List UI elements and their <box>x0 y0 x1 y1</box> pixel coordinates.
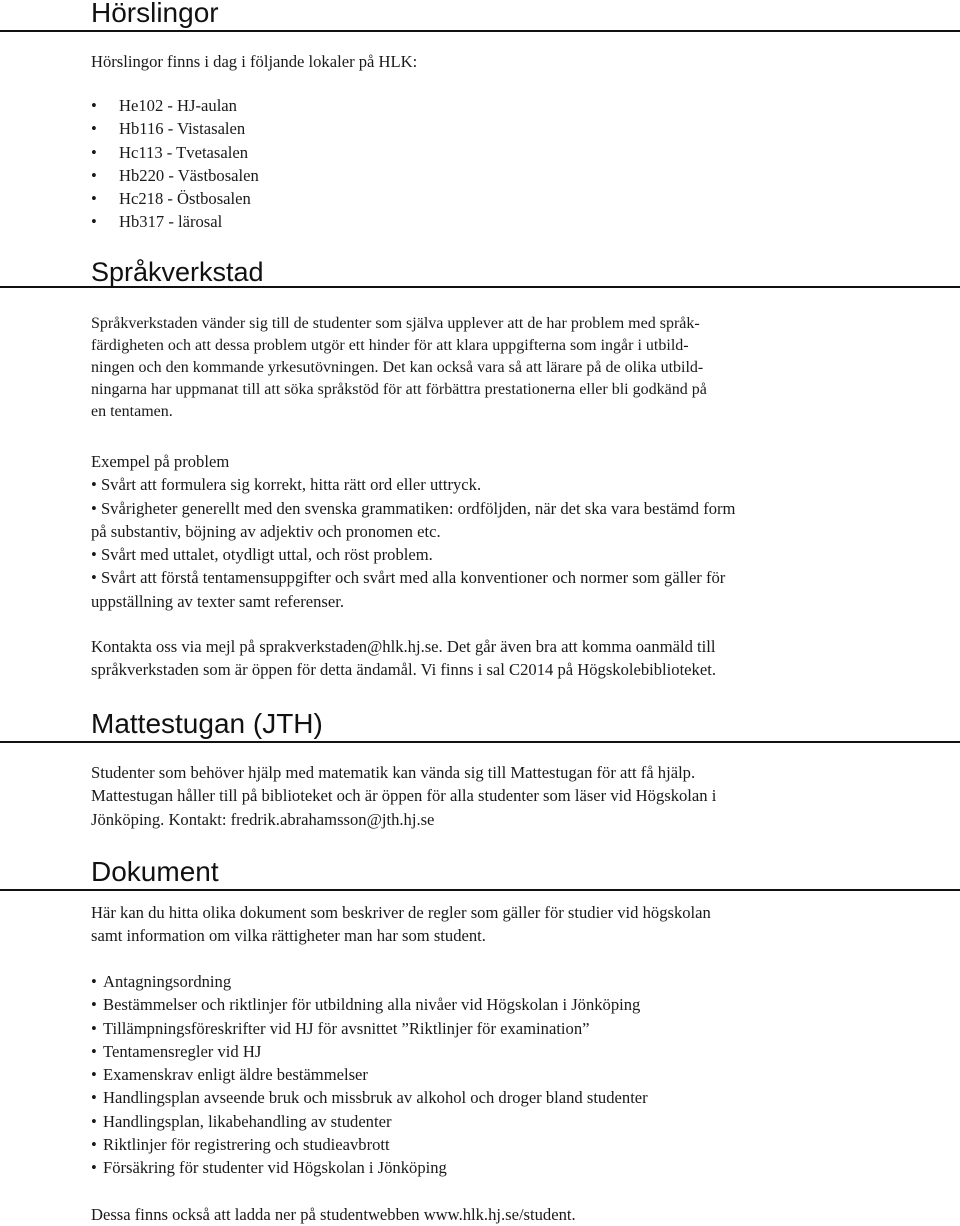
body-line: ningen och den kommande yrkesutövningen. Det kan också vara så att lärare på de olika utbild- <box>91 359 704 376</box>
document-link[interactable]: • Antagningsordning <box>91 970 820 993</box>
sprakverkstad-contact <box>91 635 820 682</box>
document-link[interactable]: • Handlingsplan avseende bruk och missbruk av alkohol och droger bland studenter <box>91 1086 820 1109</box>
intro-line: samt information om vilka rättigheter man har som student. <box>91 926 486 946</box>
list-item: • He102 - HJ-aulan <box>91 94 820 117</box>
horslingor-heading: Hörslingor <box>0 0 960 32</box>
document-link[interactable]: • Tillämpningsföreskrifter vid HJ för avsnittet ”Riktlinjer för examination” <box>91 1017 820 1040</box>
list-item: • Hb116 - Vistasalen <box>91 117 820 140</box>
dokument-list <box>91 970 820 1180</box>
horslingor-list <box>91 94 820 234</box>
dokument-heading: Dokument <box>0 857 960 891</box>
sprakverkstad-heading: Språkverkstad <box>0 258 960 288</box>
mattestugan-body <box>91 761 820 831</box>
dokument-heading-wrap <box>0 857 960 891</box>
document-link[interactable]: • Riktlinjer för registrering och studieavbrott <box>91 1133 820 1156</box>
body-line: ningarna har uppmanat till att söka språkstöd för att förbättra prestationerna eller bli godkänd på <box>91 381 707 398</box>
example-line: • Svårt med uttalet, otydligt uttal, och röst problem. <box>91 545 433 565</box>
document-link[interactable]: • Examenskrav enligt äldre bestämmelser <box>91 1063 820 1086</box>
contact-line: språkverkstaden som är öppen för detta ändamål. Vi finns i sal C2014 på Högskolebiblioteket. <box>91 660 716 680</box>
body-line: Språkverkstaden vänder sig till de studenter som själva upplever att de har problem med språk- <box>91 315 700 332</box>
examples-heading: Exempel på problem <box>91 452 230 471</box>
body-line: Jönköping. Kontakt: fredrik.abrahamsson@jth.hj.se <box>91 809 435 829</box>
dokument-footer: Dessa finns också att ladda ner på studentwebben www.hlk.hj.se/student. <box>91 1205 576 1224</box>
sprakverkstad-examples <box>91 450 820 613</box>
example-line: uppställning av texter samt referenser. <box>91 591 344 611</box>
intro-line: Här kan du hitta olika dokument som beskriver de regler som gäller för studier vid högskolan <box>91 903 711 922</box>
list-item: • Hb317 - lärosal <box>91 210 820 233</box>
body-line: en tentamen. <box>91 403 173 420</box>
list-item: • Hb220 - Västbosalen <box>91 164 820 187</box>
sprakverkstad-body <box>91 313 820 423</box>
sprakverkstad-heading-wrap <box>0 258 960 288</box>
horslingor-intro: Hörslingor finns i dag i följande lokaler på HLK: <box>91 52 418 71</box>
list-item: • Hc218 - Östbosalen <box>91 187 820 210</box>
list-item: • Hc113 - Tvetasalen <box>91 141 820 164</box>
body-line: färdigheten och att dessa problem utgör ett hinder för att klara uppgifterna som ingår i utbild- <box>91 337 689 354</box>
example-line: • Svårt att formulera sig korrekt, hitta rätt ord eller uttryck. <box>91 475 482 495</box>
document-link[interactable]: • Handlingsplan, likabehandling av studenter <box>91 1110 820 1133</box>
dokument-intro <box>91 901 820 948</box>
document-link[interactable]: • Försäkring för studenter vid Högskolan i Jönköping <box>91 1156 820 1179</box>
mattestugan-heading: Mattestugan (JTH) <box>0 709 960 743</box>
example-line: • Svårigheter generellt med den svenska grammatiken: ordföljden, när det ska vara bestämd form <box>91 498 736 518</box>
document-link[interactable]: • Bestämmelser och riktlinjer för utbildning alla nivåer vid Högskolan i Jönköping <box>91 993 820 1016</box>
body-line: Mattestugan håller till på biblioteket och är öppen för alla studenter som läser vid Högskolan i <box>91 786 717 806</box>
mattestugan-heading-wrap <box>0 709 960 743</box>
contact-line: Kontakta oss via mejl på sprakverkstaden@hlk.hj.se. Det går även bra att komma oanmäld till <box>91 637 716 656</box>
body-line: Studenter som behöver hjälp med matematik kan vända sig till Mattestugan för att få hjälp. <box>91 763 696 782</box>
example-line: • Svårt att förstå tentamensuppgifter och svårt med alla konventioner och normer som gäller för <box>91 568 726 588</box>
example-line: på substantiv, böjning av adjektiv och pronomen etc. <box>91 521 441 541</box>
document-link[interactable]: • Tentamensregler vid HJ <box>91 1040 820 1063</box>
horslingor-heading-wrap <box>0 0 960 32</box>
